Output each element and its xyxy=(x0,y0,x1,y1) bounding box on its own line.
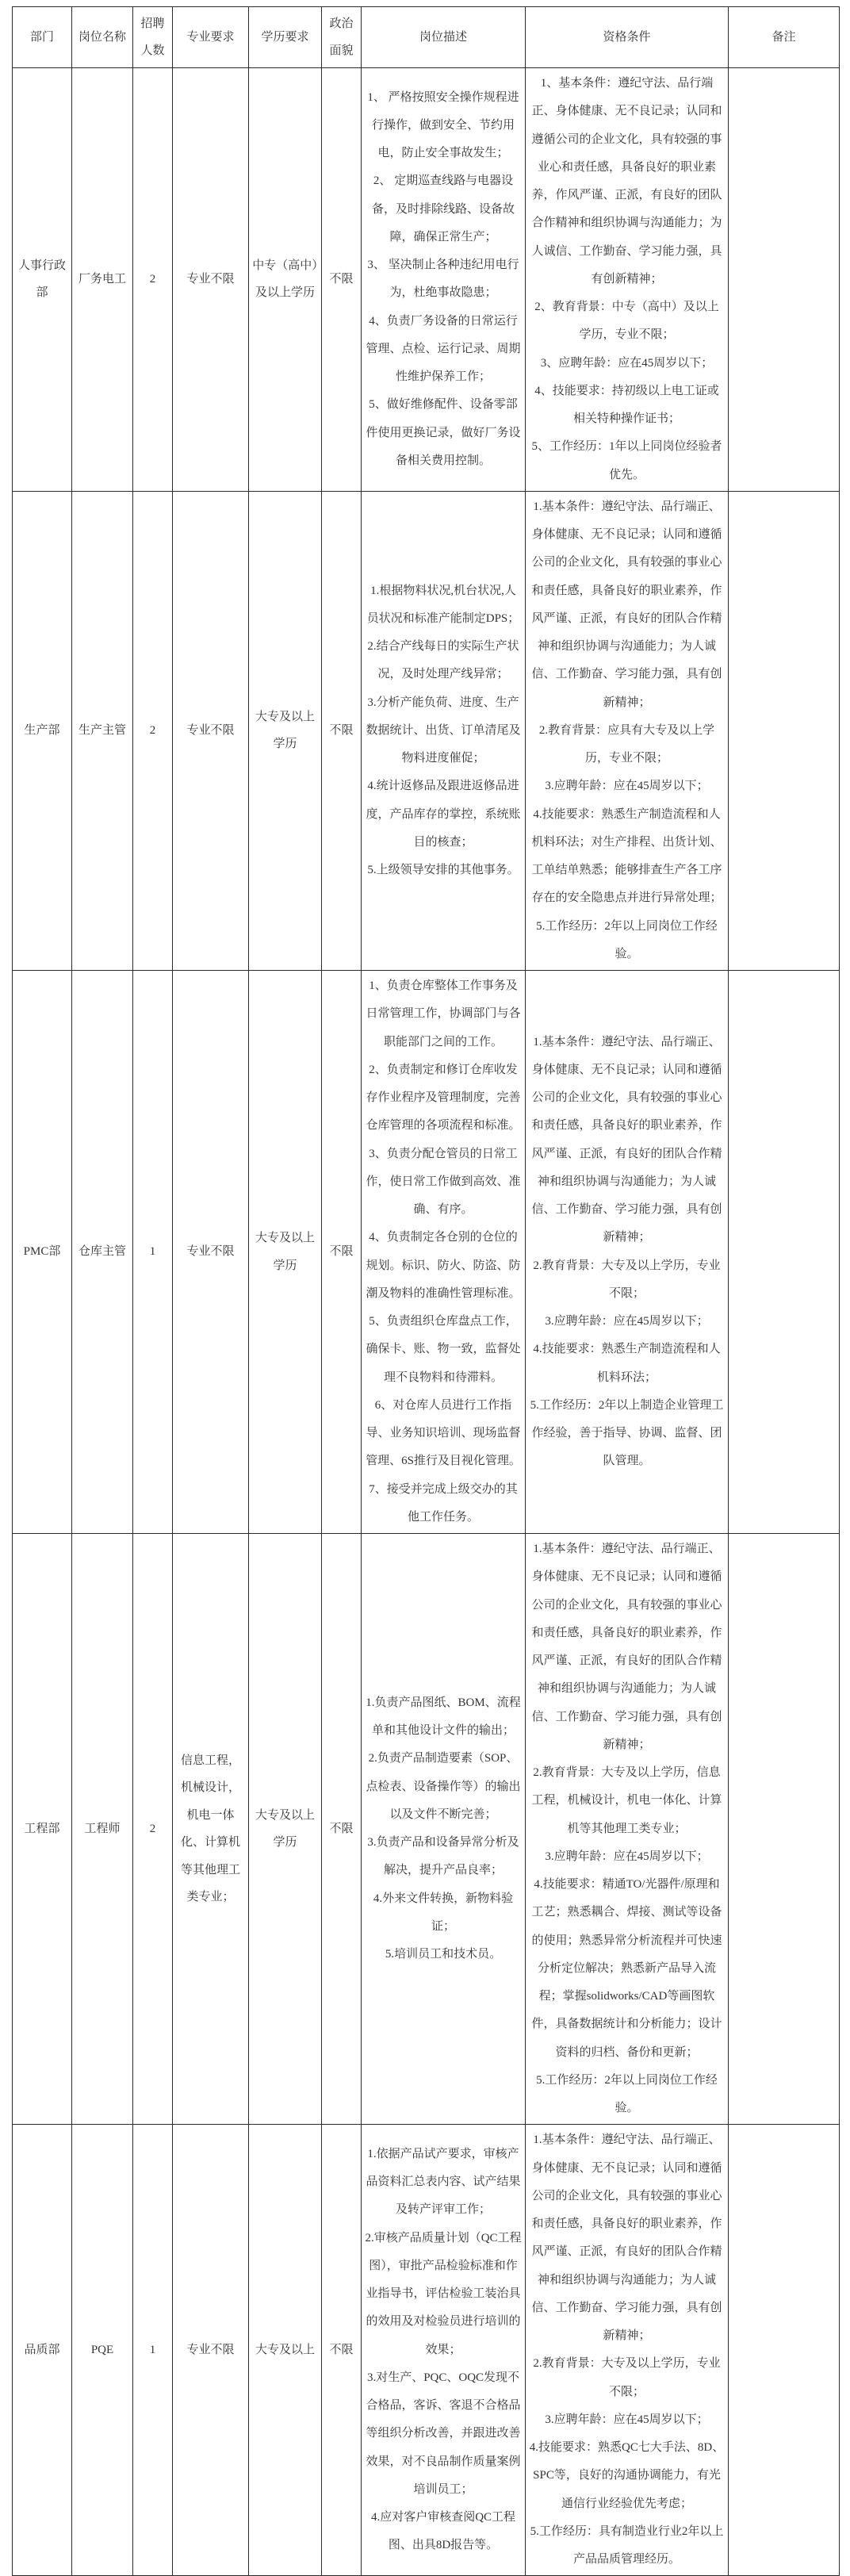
cell-department: 生产部 xyxy=(13,491,72,970)
cell-remarks xyxy=(729,1534,840,2125)
cell-position-name: 工程师 xyxy=(72,1534,133,2125)
table-row-engineer xyxy=(13,1534,840,2125)
cell-political-status: 不限 xyxy=(322,491,362,970)
cell-education-requirement: 大专及以上学历 xyxy=(249,1534,322,2125)
header-row xyxy=(13,7,840,68)
cell-job-description: 1.依据产品试产要求，审核产品资料汇总表内容、试产结果及转产评审工作； 2.审核产品质量计划（QC工程图），审批产品检验标准和作业指导书，评估检验工装治具的效用及对检验员进行培训的效果； 3.对生产、PQC、OQC发现不合格品，客诉、客退不合格品等组织分析改善，并跟进改善效果，对不良品制作质量案例培训员工； 4.应对客户审核查阅QC工程图、出具8D报告等。 xyxy=(362,2125,526,2576)
cell-remarks xyxy=(729,68,840,492)
cell-department: 工程部 xyxy=(13,1534,72,2125)
cell-major-requirement: 专业不限 xyxy=(173,68,249,492)
table-row-electrician xyxy=(13,68,840,492)
cell-remarks xyxy=(729,491,840,970)
cell-political-status: 不限 xyxy=(322,1534,362,2125)
cell-remarks xyxy=(729,971,840,1534)
header-job-description: 岗位描述 xyxy=(362,7,526,68)
table-row-pqe xyxy=(13,2125,840,2576)
header-remarks: 备注 xyxy=(729,7,840,68)
header-qualifications: 资格条件 xyxy=(526,7,729,68)
cell-department: 品质部 xyxy=(13,2125,72,2576)
table-row-production-supervisor xyxy=(13,491,840,970)
cell-political-status: 不限 xyxy=(322,971,362,1534)
cell-political-status: 不限 xyxy=(322,2125,362,2576)
cell-qualifications: 1.基本条件：遵纪守法、品行端正、身体健康、无不良记录；认同和遵循公司的企业文化，具有较强的事业心和责任感，具备良好的职业素养，作风严谨、正派，有良好的团队合作精神和组织协调与沟通能力；为人诚信、工作勤奋、学习能力强，具有创新精神； 2.教育背景：应具有大专及以上学历，专业不限； 3.应聘年龄：应在45周岁以下； 4.技能要求：熟悉生产制造流程和人机料环法；对生产排程、出货计划、工单结单熟悉；能够排查生产各工序存在的安全隐患点并进行异常处理； 5.工作经历：2年以上同岗位工作经验。 xyxy=(526,491,729,970)
cell-qualifications: 1、基本条件：遵纪守法、品行端正、身体健康、无不良记录；认同和遵循公司的企业文化，具有较强的事业心和责任感，具备良好的职业素养，作风严谨、正派，有良好的团队合作精神和组织协调与沟通能力；为人诚信、工作勤奋、学习能力强，具有创新精神； 2、教育背景：中专（高中）及以上学历，专业不限； 3、应聘年龄：应在45周岁以下； 4、技能要求：持初级以上电工证或相关特种操作证书； 5、工作经历：1年以上同岗位经验者优先。 xyxy=(526,68,729,492)
cell-job-description: 1、 严格按照安全操作规程进行操作，做到安全、节约用电，防止安全事故发生； 2、 定期巡查线路与电器设备，及时排除线路、设备故障，确保正常生产； 3、 坚决制止各种违纪用电行为，杜绝事故隐患； 4、负责厂务设备的日常运行管理、点检、运行记录、周期性维护保养工作； 5、做好维修配件、设备零部件使用更换记录，做好厂务设备相关费用控制。 xyxy=(362,68,526,492)
cell-qualifications: 1.基本条件：遵纪守法、品行端正、身体健康、无不良记录；认同和遵循公司的企业文化，具有较强的事业心和责任感，具备良好的职业素养，作风严谨、正派，有良好的团队合作精神和组织协调与沟通能力；为人诚信、工作勤奋、学习能力强，具有创新精神； 2.教育背景：大专及以上学历，信息工程，机械设计，机电一体化、计算机等其他理工类专业； 3.应聘年龄：应在45周岁以下； 4.技能要求：精通TO/光器件/原理和工艺；熟悉耦合、焊接、测试等设备的使用；熟悉异常分析流程并可快速分析定位解决；熟悉新产品导入流程；掌握solidworks/CAD等画图软件，具备数据统计和分析能力；设计资料的归档、备份和更新； 5.工作经历：2年以上同岗位工作经验。 xyxy=(526,1534,729,2125)
cell-qualifications: 1.基本条件：遵纪守法、品行端正、身体健康、无不良记录；认同和遵循公司的企业文化，具有较强的事业心和责任感，具备良好的职业素养，作风严谨、正派，有良好的团队合作精神和组织协调与沟通能力；为人诚信、工作勤奋、学习能力强，具有创新精神； 2.教育背景：大专及以上学历，专业不限； 3.应聘年龄：应在45周岁以下； 4.技能要求：熟悉生产制造流程和人机料环法； 5.工作经历：2年以上制造企业管理工作经验，善于指导、协调、监督、团队管理。 xyxy=(526,971,729,1534)
cell-major-requirement: 专业不限 xyxy=(173,2125,249,2576)
cell-education-requirement: 大专及以上学历 xyxy=(249,491,322,970)
cell-major-requirement: 信息工程，机械设计，机电一体化、计算机等其他理工类专业； xyxy=(173,1534,249,2125)
cell-headcount: 1 xyxy=(133,971,173,1534)
cell-headcount: 2 xyxy=(133,68,173,492)
cell-headcount: 2 xyxy=(133,1534,173,2125)
header-position-name: 岗位名称 xyxy=(72,7,133,68)
header-political-status: 政治面貌 xyxy=(322,7,362,68)
cell-job-description: 1.负责产品图纸、BOM、流程单和其他设计文件的输出； 2.负责产品制造要素（SOP、点检表、设备操作等）的输出以及文件不断完善； 3.负责产品和设备异常分析及解决，提升产品良率； 4.外来文件转换，新物料验证； 5.培训员工和技术员。 xyxy=(362,1534,526,2125)
header-education-requirement: 学历要求 xyxy=(249,7,322,68)
cell-position-name: 厂务电工 xyxy=(72,68,133,492)
header-major-requirement: 专业要求 xyxy=(173,7,249,68)
cell-major-requirement: 专业不限 xyxy=(173,491,249,970)
table-row-warehouse-supervisor xyxy=(13,971,840,1534)
header-headcount: 招聘人数 xyxy=(133,7,173,68)
cell-education-requirement: 大专及以上学历 xyxy=(249,971,322,1534)
cell-education-requirement: 大专及以上 xyxy=(249,2125,322,2576)
header-department: 部门 xyxy=(13,7,72,68)
cell-position-name: 生产主管 xyxy=(72,491,133,970)
cell-headcount: 2 xyxy=(133,491,173,970)
cell-education-requirement: 中专（高中）及以上学历 xyxy=(249,68,322,492)
cell-major-requirement: 专业不限 xyxy=(173,971,249,1534)
cell-headcount: 1 xyxy=(133,2125,173,2576)
cell-job-description: 1.根据物料状况,机台状况,人员状况和标准产能制定DPS； 2.结合产线每日的实际生产状况，及时处理产线异常； 3.分析产能负荷、进度、生产数据统计、出货、订单清尾及物料进度催促； 4.统计返修品及跟进返修品进度，产品库存的掌控，系统账目的核查； 5.上级领导安排的其他事务。 xyxy=(362,491,526,970)
cell-position-name: 仓库主管 xyxy=(72,971,133,1534)
cell-political-status: 不限 xyxy=(322,68,362,492)
cell-department: 人事行政部 xyxy=(13,68,72,492)
recruitment-table xyxy=(12,6,840,2576)
cell-qualifications: 1.基本条件：遵纪守法、品行端正、身体健康、无不良记录；认同和遵循公司的企业文化，具有较强的事业心和责任感，具备良好的职业素养，作风严谨、正派，有良好的团队合作精神和组织协调与沟通能力；为人诚信、工作勤奋、学习能力强，具有创新精神； 2.教育背景：大专及以上学历，专业不限； 3.应聘年龄：应在45周岁以下； 4.技能要求：熟悉QC七大手法、8D、SPC等，良好的沟通协调能力，有光通信行业经验优先考虑； 5.工作经历：具有制造业行业2年以上产品品质管理经历。 xyxy=(526,2125,729,2576)
cell-job-description: 1、负责仓库整体工作事务及日常管理工作，协调部门与各职能部门之间的工作。 2、负责制定和修订仓库收发存作业程序及管理制度，完善仓库管理的各项流程和标准。 3、负责分配仓管员的日常工作，使日常工作做到高效、准确、有序。 4、负责制定各仓别的仓位的规划。标识、防火、防盗、防潮及物料的准确性管理标准。 5、负责组织仓库盘点工作，确保卡、账、物一致，监督处理不良物料和待滞料。 6、对仓库人员进行工作指导、业务知识培训、现场监督管理、6S推行及目视化管理。 7、接受并完成上级交办的其他工作任务。 xyxy=(362,971,526,1534)
cell-remarks xyxy=(729,2125,840,2576)
cell-department: PMC部 xyxy=(13,971,72,1534)
cell-position-name: PQE xyxy=(72,2125,133,2576)
